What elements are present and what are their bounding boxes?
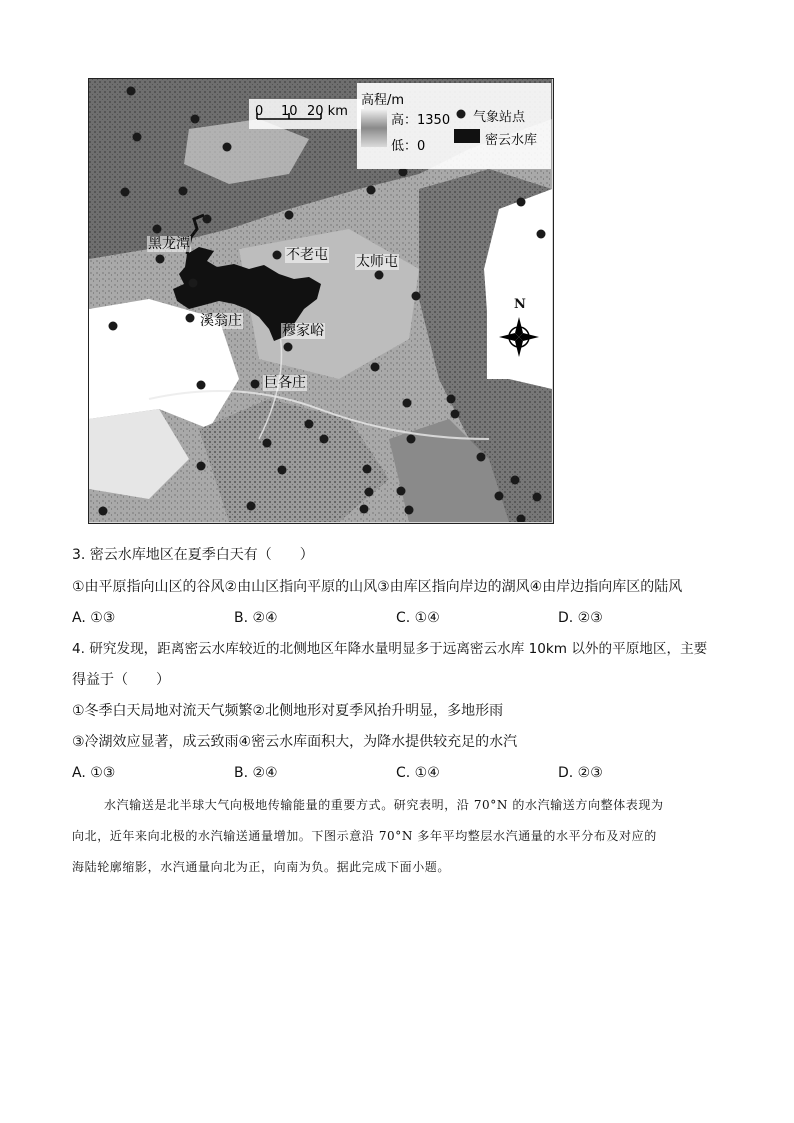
q4-option-b[interactable]: B. ②④ — [234, 765, 278, 781]
passage-line1: 水汽输送是北半球大气向极地传输能量的重要方式。研究表明，沿 70°N 的水汽输送方向整体表现为 — [104, 798, 664, 812]
place-heilongtan: 黑龙潭 — [148, 236, 190, 252]
place-taishitun: 太师屯 — [356, 254, 398, 270]
scale-label-0: 0 — [255, 104, 264, 119]
q3-option-b[interactable]: B. ②④ — [234, 610, 278, 626]
place-jugezhuang: 巨各庄 — [264, 375, 306, 391]
legend-low-label: 低：0 — [391, 139, 426, 154]
reservoir-map — [88, 78, 554, 524]
q3-option-d[interactable]: D. ②③ — [558, 610, 603, 626]
scale-label-10: 10 — [281, 104, 298, 119]
place-mujiayu: 穆家峪 — [282, 323, 324, 339]
q4-statements-line2: ③冷湖效应显著，成云致雨④密云水库面积大，为降水提供较充足的水汽 — [72, 734, 518, 750]
scale-label-20: 20 km — [307, 104, 348, 119]
passage-line3: 海陆轮廓缩影，水汽通量向北为正，向南为负。据此完成下面小题。 — [72, 860, 451, 874]
terrain-image — [89, 79, 552, 522]
q3-stem: 3. 密云水库地区在夏季白天有（ ） — [72, 547, 314, 563]
reservoir-legend-swatch — [454, 129, 480, 143]
q4-stem-line2: 得益于（ ） — [72, 672, 170, 688]
q4-option-d[interactable]: D. ②③ — [558, 765, 603, 781]
q3-statements: ①由平原指向山区的谷风②由山区指向平原的山风③由库区指向岸边的湖风④由岸边指向库区的陆风 — [72, 579, 683, 595]
q4-stem-line1: 4. 研究发现，距离密云水库较近的北侧地区年降水量明显多于远离密云水库 10km 以外的平原地区，主要 — [72, 641, 708, 657]
q4-statements-line1: ①冬季白天局地对流天气频繁②北侧地形对夏季风抬升明显，多地形雨 — [72, 703, 504, 719]
north-label: N — [514, 297, 526, 312]
q3-option-a[interactable]: A. ①③ — [72, 610, 116, 626]
legend-high-label: 高：1350 — [391, 113, 451, 128]
station-legend-dot — [457, 110, 466, 119]
elevation-gradient — [361, 109, 387, 147]
q4-option-a[interactable]: A. ①③ — [72, 765, 116, 781]
passage-line2: 向北，近年来向北极的水汽输送通量增加。下图示意沿 70°N 多年平均整层水汽通量的水平分布及对应的 — [72, 829, 657, 843]
legend-elevation-title: 高程/m — [361, 93, 405, 108]
place-bulaotun: 不老屯 — [286, 247, 328, 263]
legend-station-label: 气象站点 — [473, 110, 526, 125]
q3-option-c[interactable]: C. ①④ — [396, 610, 440, 626]
q4-option-c[interactable]: C. ①④ — [396, 765, 440, 781]
place-xiwengzhuang: 溪翁庄 — [200, 313, 242, 329]
legend-reservoir-label: 密云水库 — [485, 133, 538, 148]
